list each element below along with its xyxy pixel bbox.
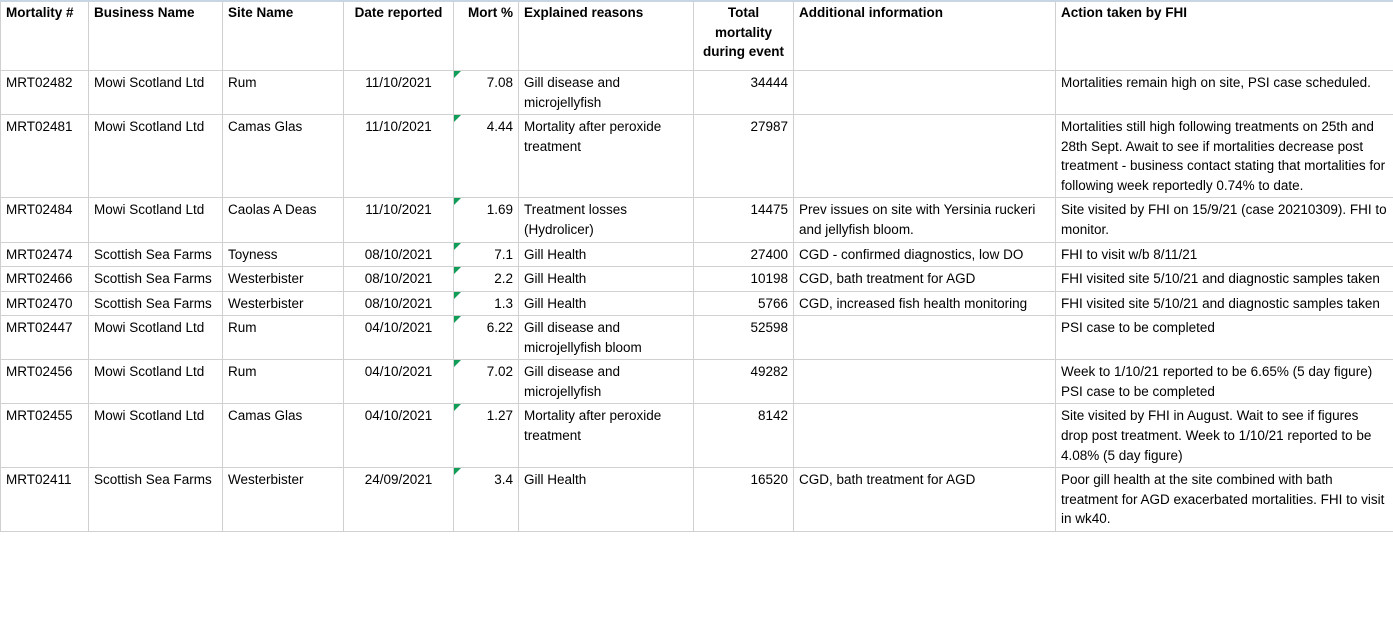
cell-mortality-id: MRT02474 (1, 242, 89, 267)
cell-total-mortality: 5766 (694, 291, 794, 316)
table-row[interactable] (1, 198, 1393, 242)
cell-date-reported: 04/10/2021 (344, 360, 454, 404)
cell-date-reported: 11/10/2021 (344, 71, 454, 115)
cell-business-name: Mowi Scotland Ltd (89, 404, 223, 468)
cell-action-taken: Site visited by FHI in August. Wait to see if figures drop post treatment. Week to 1/10/21 reported to be 4.08% (5 day figure) (1056, 404, 1393, 468)
cell-mortality-id: MRT02482 (1, 71, 89, 115)
cell-site-name: Toyness (223, 242, 344, 267)
cell-site-name: Camas Glas (223, 404, 344, 468)
cell-site-name: Rum (223, 71, 344, 115)
cell-date-reported: 04/10/2021 (344, 316, 454, 360)
cell-mort-percent: 6.22 (454, 316, 519, 360)
table-row[interactable] (1, 468, 1393, 532)
table-row[interactable] (1, 360, 1393, 404)
header-date-reported: Date reported (344, 1, 454, 71)
cell-site-name: Rum (223, 316, 344, 360)
cell-business-name: Mowi Scotland Ltd (89, 198, 223, 242)
cell-explained-reasons: Gill disease and microjellyfish bloom (519, 316, 694, 360)
cell-total-mortality: 52598 (694, 316, 794, 360)
cell-mortality-id: MRT02411 (1, 468, 89, 532)
cell-mort-percent: 7.08 (454, 71, 519, 115)
cell-mort-percent: 1.27 (454, 404, 519, 468)
cell-mort-percent: 2.2 (454, 267, 519, 292)
cell-additional-information: CGD, bath treatment for AGD (794, 468, 1056, 532)
cell-mortality-id: MRT02470 (1, 291, 89, 316)
cell-action-taken: FHI visited site 5/10/21 and diagnostic samples taken (1056, 291, 1393, 316)
cell-total-mortality: 49282 (694, 360, 794, 404)
header-mort-percent: Mort % (454, 1, 519, 71)
table-row[interactable] (1, 242, 1393, 267)
cell-explained-reasons: Gill Health (519, 291, 694, 316)
cell-additional-information (794, 316, 1056, 360)
cell-total-mortality: 8142 (694, 404, 794, 468)
cell-mortality-id: MRT02455 (1, 404, 89, 468)
cell-action-taken: Site visited by FHI on 15/9/21 (case 20210309). FHI to monitor. (1056, 198, 1393, 242)
header-action-taken: Action taken by FHI (1056, 1, 1393, 71)
table-row[interactable] (1, 316, 1393, 360)
cell-mortality-id: MRT02456 (1, 360, 89, 404)
cell-date-reported: 08/10/2021 (344, 242, 454, 267)
header-explained-reasons: Explained reasons (519, 1, 694, 71)
cell-business-name: Scottish Sea Farms (89, 291, 223, 316)
cell-action-taken: Mortalities still high following treatments on 25th and 28th Sept. Await to see if mortalities decrease post treatment - business contact stating that mortalities for following week reportedly 0.74% to date. (1056, 115, 1393, 198)
table-header-row (1, 1, 1393, 71)
cell-total-mortality: 27400 (694, 242, 794, 267)
cell-site-name: Westerbister (223, 468, 344, 532)
table-row[interactable] (1, 115, 1393, 198)
cell-total-mortality: 16520 (694, 468, 794, 532)
cell-business-name: Mowi Scotland Ltd (89, 360, 223, 404)
cell-date-reported: 08/10/2021 (344, 267, 454, 292)
cell-business-name: Scottish Sea Farms (89, 468, 223, 532)
cell-additional-information (794, 71, 1056, 115)
cell-site-name: Camas Glas (223, 115, 344, 198)
cell-explained-reasons: Gill disease and microjellyfish (519, 71, 694, 115)
cell-total-mortality: 14475 (694, 198, 794, 242)
table-body (1, 71, 1393, 532)
cell-mort-percent: 7.02 (454, 360, 519, 404)
cell-mortality-id: MRT02466 (1, 267, 89, 292)
cell-mort-percent: 7.1 (454, 242, 519, 267)
cell-explained-reasons: Gill Health (519, 468, 694, 532)
cell-mortality-id: MRT02447 (1, 316, 89, 360)
cell-site-name: Westerbister (223, 267, 344, 292)
cell-site-name: Rum (223, 360, 344, 404)
cell-action-taken: Poor gill health at the site combined with bath treatment for AGD exacerbated mortalities. FHI to visit in wk40. (1056, 468, 1393, 532)
header-total-mortality: Total mortality during event (694, 1, 794, 71)
cell-site-name: Caolas A Deas (223, 198, 344, 242)
cell-explained-reasons: Treatment losses (Hydrolicer) (519, 198, 694, 242)
cell-action-taken: FHI to visit w/b 8/11/21 (1056, 242, 1393, 267)
cell-business-name: Mowi Scotland Ltd (89, 71, 223, 115)
cell-mortality-id: MRT02481 (1, 115, 89, 198)
table-row[interactable] (1, 404, 1393, 468)
cell-date-reported: 11/10/2021 (344, 115, 454, 198)
cell-date-reported: 04/10/2021 (344, 404, 454, 468)
cell-additional-information (794, 360, 1056, 404)
cell-action-taken: FHI visited site 5/10/21 and diagnostic samples taken (1056, 267, 1393, 292)
cell-action-taken: PSI case to be completed (1056, 316, 1393, 360)
cell-additional-information (794, 404, 1056, 468)
header-additional-information: Additional information (794, 1, 1056, 71)
cell-date-reported: 11/10/2021 (344, 198, 454, 242)
table-row[interactable] (1, 267, 1393, 292)
cell-additional-information: CGD - confirmed diagnostics, low DO (794, 242, 1056, 267)
cell-date-reported: 08/10/2021 (344, 291, 454, 316)
cell-explained-reasons: Mortality after peroxide treatment (519, 404, 694, 468)
header-site-name: Site Name (223, 1, 344, 71)
cell-explained-reasons: Gill disease and microjellyfish (519, 360, 694, 404)
cell-explained-reasons: Mortality after peroxide treatment (519, 115, 694, 198)
header-business-name: Business Name (89, 1, 223, 71)
cell-action-taken: Mortalities remain high on site, PSI case scheduled. (1056, 71, 1393, 115)
cell-total-mortality: 27987 (694, 115, 794, 198)
header-mortality-id: Mortality # (1, 1, 89, 71)
cell-date-reported: 24/09/2021 (344, 468, 454, 532)
cell-additional-information: CGD, increased fish health monitoring (794, 291, 1056, 316)
cell-mort-percent: 1.3 (454, 291, 519, 316)
cell-mort-percent: 3.4 (454, 468, 519, 532)
table-row[interactable] (1, 71, 1393, 115)
cell-mortality-id: MRT02484 (1, 198, 89, 242)
cell-additional-information: Prev issues on site with Yersinia ruckeri and jellyfish bloom. (794, 198, 1056, 242)
sheet-top-border (0, 0, 1393, 2)
cell-business-name: Mowi Scotland Ltd (89, 115, 223, 198)
cell-business-name: Mowi Scotland Ltd (89, 316, 223, 360)
cell-action-taken: Week to 1/10/21 reported to be 6.65% (5 day figure) PSI case to be completed (1056, 360, 1393, 404)
table-row[interactable] (1, 291, 1393, 316)
cell-mort-percent: 4.44 (454, 115, 519, 198)
cell-site-name: Westerbister (223, 291, 344, 316)
cell-business-name: Scottish Sea Farms (89, 242, 223, 267)
cell-additional-information (794, 115, 1056, 198)
cell-total-mortality: 34444 (694, 71, 794, 115)
cell-explained-reasons: Gill Health (519, 267, 694, 292)
cell-total-mortality: 10198 (694, 267, 794, 292)
cell-business-name: Scottish Sea Farms (89, 267, 223, 292)
cell-mort-percent: 1.69 (454, 198, 519, 242)
cell-explained-reasons: Gill Health (519, 242, 694, 267)
cell-additional-information: CGD, bath treatment for AGD (794, 267, 1056, 292)
